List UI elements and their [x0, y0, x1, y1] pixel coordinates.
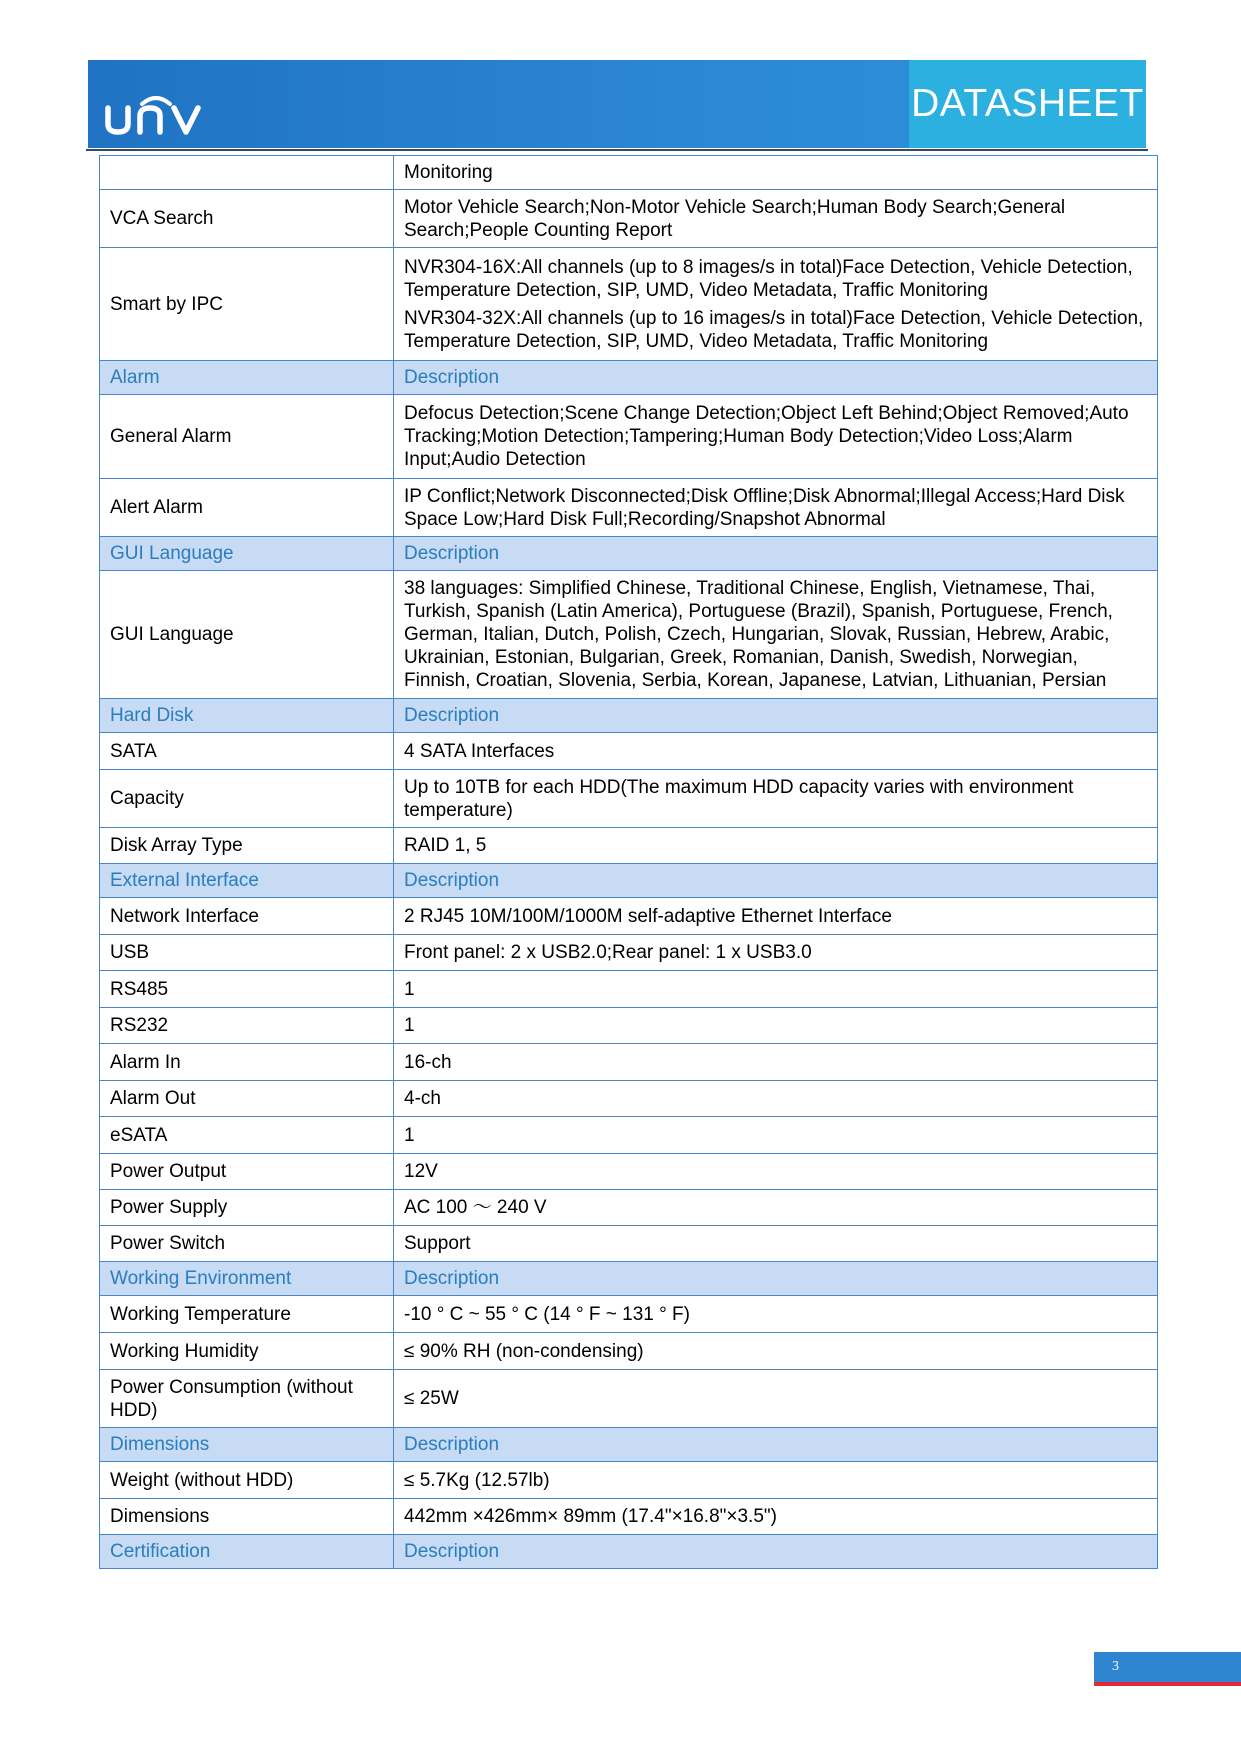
spec-value-line: 4-ch — [404, 1088, 441, 1109]
table-row — [100, 1226, 1158, 1262]
table-row — [100, 190, 1158, 248]
section-description-header — [394, 864, 1158, 898]
spec-label: Power Output — [100, 1154, 394, 1190]
spec-label: Alarm In — [100, 1044, 394, 1081]
spec-label — [100, 156, 394, 190]
spec-label: SATA — [100, 733, 394, 770]
spec-value — [394, 1081, 1158, 1117]
datasheet-badge — [909, 60, 1146, 148]
spec-label: Alert Alarm — [100, 479, 394, 537]
spec-value — [394, 1008, 1158, 1044]
spec-value — [394, 828, 1158, 864]
section-header-row — [100, 537, 1158, 571]
spec-value — [394, 1226, 1158, 1262]
spec-value-line: Front panel: 2 x USB2.0;Rear panel: 1 x USB3.0 — [404, 942, 812, 963]
spec-value-line: Monitoring — [404, 162, 493, 183]
spec-label: Network Interface — [100, 898, 394, 935]
spec-value — [394, 770, 1158, 828]
spec-label: Power Supply — [100, 1190, 394, 1226]
spec-value-line: 442mm ×426mm× 89mm (17.4"×16.8"×3.5") — [404, 1506, 777, 1527]
spec-value — [394, 156, 1158, 190]
spec-value-line: Defocus Detection;Scene Change Detection;Object Left Behind;Object Removed;Auto Tracking;Motion Detection;Tampering;Human Body Detection;Video Loss;Alarm Input;Audio Detection — [404, 403, 1129, 470]
spec-value — [394, 898, 1158, 935]
spec-value-line: Description — [404, 543, 500, 564]
section-title: Alarm — [100, 361, 394, 395]
section-description-header — [394, 537, 1158, 571]
spec-label: Weight (without HDD) — [100, 1462, 394, 1499]
table-row — [100, 1154, 1158, 1190]
table-row — [100, 935, 1158, 971]
table-row — [100, 395, 1158, 479]
section-header-row — [100, 1262, 1158, 1296]
spec-value — [394, 479, 1158, 537]
table-row — [100, 971, 1158, 1008]
spec-value-line: 1 — [404, 1015, 415, 1036]
spec-label: RS485 — [100, 971, 394, 1008]
spec-value-line: NVR304-32X:All channels (up to 16 images/s in total)Face Detection, Vehicle Detection, Temperature Detection, SIP, UMD, Video Metadata, Traffic Monitoring — [404, 307, 1144, 352]
spec-value — [394, 248, 1158, 361]
section-header-row — [100, 361, 1158, 395]
table-row — [100, 1044, 1158, 1081]
table-row — [100, 248, 1158, 361]
section-header-row — [100, 864, 1158, 898]
table-row — [100, 1117, 1158, 1154]
spec-value-line: ≤ 25W — [404, 1388, 459, 1409]
spec-value-line: ≤ 90% RH (non-condensing) — [404, 1340, 644, 1362]
spec-value — [394, 190, 1158, 248]
spec-label: USB — [100, 935, 394, 971]
spec-value-line: Description — [404, 870, 500, 891]
table-row — [100, 1333, 1158, 1370]
spec-value-line: Motor Vehicle Search;Non-Motor Vehicle Search;Human Body Search;General Search;People Counting Report — [404, 196, 1066, 241]
spec-value-line: Support — [404, 1233, 471, 1254]
table-row — [100, 898, 1158, 935]
section-description-header — [394, 699, 1158, 733]
unv-logo — [104, 92, 208, 136]
spec-value-line: AC 100 ～ 240 V — [404, 1197, 547, 1218]
table-row — [100, 1008, 1158, 1044]
section-title: External Interface — [100, 864, 394, 898]
spec-value-line: 2 RJ45 10M/100M/1000M self-adaptive Ethernet Interface — [404, 905, 892, 927]
spec-label: Disk Array Type — [100, 828, 394, 864]
section-header-row — [100, 699, 1158, 733]
table-row — [100, 1296, 1158, 1333]
section-header-row — [100, 1428, 1158, 1462]
table-row — [100, 1081, 1158, 1117]
spec-value — [394, 1333, 1158, 1370]
section-description-header — [394, 1262, 1158, 1296]
spec-table-body — [100, 156, 1158, 1569]
spec-value-line: Description — [404, 705, 500, 726]
section-description-header — [394, 361, 1158, 395]
spec-value — [394, 1499, 1158, 1535]
section-description-header — [394, 1428, 1158, 1462]
spec-value — [394, 1296, 1158, 1333]
spec-label: Capacity — [100, 770, 394, 828]
spec-value-line: NVR304-16X:All channels (up to 8 images/s in total)Face Detection, Vehicle Detection, Temperature Detection, SIP, UMD, Video Metadata, Traffic Monitoring — [404, 256, 1133, 301]
table-row — [100, 770, 1158, 828]
section-title: GUI Language — [100, 537, 394, 571]
spec-value — [394, 1117, 1158, 1154]
spec-value — [394, 1370, 1158, 1428]
spec-value-line: 16-ch — [404, 1051, 452, 1073]
spec-label: Working Temperature — [100, 1296, 394, 1333]
spec-label: Dimensions — [100, 1499, 394, 1535]
spec-value-line: -10 ° C ~ 55 ° C (14 ° F ~ 131 ° F) — [404, 1303, 690, 1325]
table-row — [100, 479, 1158, 537]
spec-value-line: 1 — [404, 1124, 415, 1146]
spec-value-line: IP Conflict;Network Disconnected;Disk Offline;Disk Abnormal;Illegal Access;Hard Disk Space Low;Hard Disk Full;Recording/Snapshot Abnormal — [404, 485, 1125, 530]
spec-value — [394, 1154, 1158, 1190]
spec-value-line: ≤ 5.7Kg (12.57lb) — [404, 1469, 550, 1491]
table-row — [100, 1462, 1158, 1499]
spec-label: Power Switch — [100, 1226, 394, 1262]
page-number: 3 — [1112, 1659, 1119, 1674]
spec-value-line: Description — [404, 1541, 500, 1562]
spec-value — [394, 1190, 1158, 1226]
section-title: Working Environment — [100, 1262, 394, 1296]
spec-value-line: 1 — [404, 978, 415, 1000]
spec-value-line: RAID 1, 5 — [404, 835, 487, 856]
spec-value-line: 12V — [404, 1161, 438, 1182]
section-title: Hard Disk — [100, 699, 394, 733]
spec-label: Working Humidity — [100, 1333, 394, 1370]
spec-label: GUI Language — [100, 571, 394, 699]
table-row — [100, 156, 1158, 190]
spec-value — [394, 733, 1158, 770]
table-row — [100, 1190, 1158, 1226]
spec-value — [394, 571, 1158, 699]
section-title: Dimensions — [100, 1428, 394, 1462]
spec-label: RS232 — [100, 1008, 394, 1044]
header-divider — [86, 149, 1148, 151]
spec-label: Power Consumption (without HDD) — [100, 1370, 394, 1428]
spec-value — [394, 1462, 1158, 1499]
datasheet-label: DATASHEET — [911, 82, 1144, 125]
spec-label: eSATA — [100, 1117, 394, 1154]
spec-label: Smart by IPC — [100, 248, 394, 361]
spec-value-line: 38 languages: Simplified Chinese, Traditional Chinese, English, Vietnamese, Thai, Turkish, Spanish (Latin America), Portuguese (Brazil), Spanish, Portuguese, French, German, Italian, Dutch, Polish, Czech, Hungarian, Slovak, Russian, Hebrew, Arabic, Ukrainian, Estonian, Bulgarian, Greek, Romanian, Danish, Swedish, Norwegian, Finnish, Croatian, Slovenia, Serbia, Korean, Japanese, Latvian, Lithuanian, Persian — [404, 578, 1113, 691]
table-row — [100, 1370, 1158, 1428]
table-row — [100, 1499, 1158, 1535]
spec-value-line: 4 SATA Interfaces — [404, 740, 555, 762]
table-row — [100, 571, 1158, 699]
table-row — [100, 828, 1158, 864]
table-row — [100, 733, 1158, 770]
spec-label: General Alarm — [100, 395, 394, 479]
spec-value-line: Up to 10TB for each HDD(The maximum HDD capacity varies with environment temperature) — [404, 776, 1074, 821]
spec-value — [394, 1044, 1158, 1081]
page-number-accent — [1094, 1682, 1241, 1686]
page-number-box — [1094, 1652, 1241, 1682]
spec-value — [394, 971, 1158, 1008]
spec-value — [394, 395, 1158, 479]
spec-value — [394, 935, 1158, 971]
spec-value-line: Description — [404, 1268, 500, 1289]
spec-table — [99, 155, 1158, 1569]
section-title: Certification — [100, 1535, 394, 1569]
spec-label: VCA Search — [100, 190, 394, 248]
section-header-row — [100, 1535, 1158, 1569]
spec-value-line: Description — [404, 367, 500, 388]
spec-value-line: Description — [404, 1434, 500, 1455]
spec-label: Alarm Out — [100, 1081, 394, 1117]
section-description-header — [394, 1535, 1158, 1569]
